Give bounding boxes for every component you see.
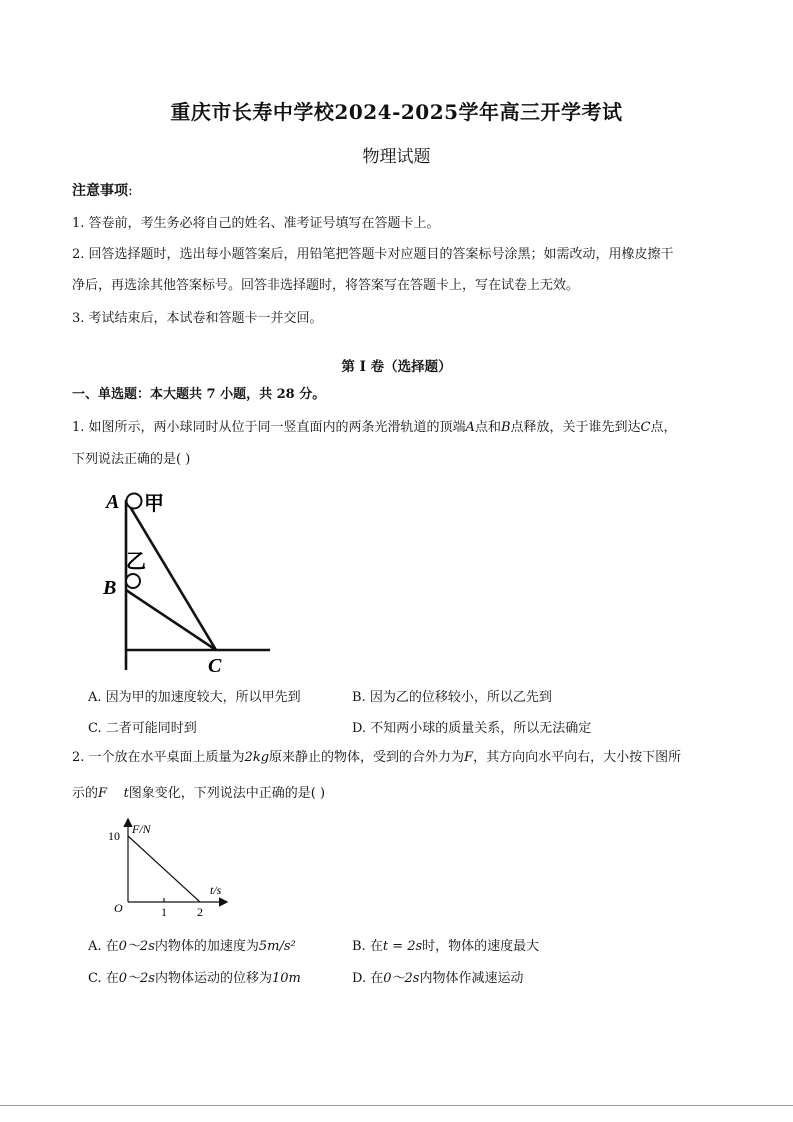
notes-heading: 注意事项:	[72, 183, 133, 199]
q1-option-c[interactable]: C. 二者可能同时到	[88, 721, 197, 736]
section-title: 第 I 卷（选择题）	[341, 359, 452, 375]
q1-stem-line2: 下列说法正确的是( )	[72, 452, 191, 467]
q2-y-axis-label: F/N	[132, 822, 151, 836]
q1-track-b	[126, 590, 216, 650]
q1-label-b: B	[103, 577, 117, 599]
q1-label-c: C	[208, 655, 222, 677]
q2-option-a[interactable]: A. 在0～2s内物体的加速度为5m/s²	[88, 939, 296, 954]
q2-stem-line2: 示的F t图象变化，下列说法中正确的是( )	[72, 786, 326, 801]
q2-stem-line1: 2. 一个放在水平桌面上质量为2kg原来静止的物体，受到的合外力为F，其方向向水平向右，大小按下图所	[72, 750, 682, 765]
note-item-2: 2. 回答选择题时，选出每小题答案后，用铅笔把答题卡对应题目的答案标号涂黑；如需改动，用橡皮擦干	[72, 247, 674, 262]
q1-label-jia: 甲	[144, 493, 164, 515]
q1-stem-line1: 1. 如图所示，两小球同时从位于同一竖直面内的两条光滑轨道的顶端A点和B点释放，关于谁先到达C点，	[72, 420, 677, 435]
q2-option-b[interactable]: B. 在t = 2s时，物体的速度最大	[352, 939, 540, 954]
q2-x-tick-1-label: 1	[161, 905, 167, 919]
q1-label-yi: 乙	[126, 551, 146, 573]
q2-graph	[100, 814, 240, 926]
q1-option-a[interactable]: A. 因为甲的加速度较大，所以甲先到	[88, 690, 301, 705]
q1-ball-jia	[127, 494, 142, 509]
q1-figure	[88, 478, 288, 678]
q2-option-c[interactable]: C. 在0～2s内物体运动的位移为10m	[88, 971, 301, 986]
q1-ball-yi	[126, 574, 140, 588]
page-bottom-rule	[0, 1105, 793, 1106]
q2-option-d[interactable]: D. 在0～2s内物体作减速运动	[352, 971, 524, 986]
q2-x-axis-label: t/s	[210, 883, 222, 897]
note-item-3: 3. 考试结束后，本试卷和答题卡一并交回。	[72, 311, 323, 326]
q1-option-b[interactable]: B. 因为乙的位移较小，所以乙先到	[352, 690, 552, 705]
q2-y-tick-label: 10	[108, 829, 120, 843]
q2-origin-label: O	[114, 901, 123, 915]
part-heading: 一、单选题：本大题共 7 小题，共 28 分。	[72, 387, 326, 402]
q1-label-a: A	[106, 491, 120, 513]
note-item-1: 1. 答卷前，考生务必将自己的姓名、准考证号填写在答题卡上。	[72, 216, 440, 231]
exam-title: 重庆市长寿中学校2024-2025学年高三开学考试	[170, 100, 623, 124]
note-item-2-cont: 净后，再选涂其他答案标号。回答非选择题时，将答案写在答题卡上，写在试卷上无效。	[72, 278, 580, 293]
q1-track-a	[126, 500, 216, 650]
q2-series-line	[128, 836, 200, 902]
q1-option-d[interactable]: D. 不知两小球的质量关系，所以无法确定	[352, 721, 592, 736]
exam-subtitle: 物理试题	[362, 147, 431, 167]
q2-x-tick-2-label: 2	[197, 905, 203, 919]
